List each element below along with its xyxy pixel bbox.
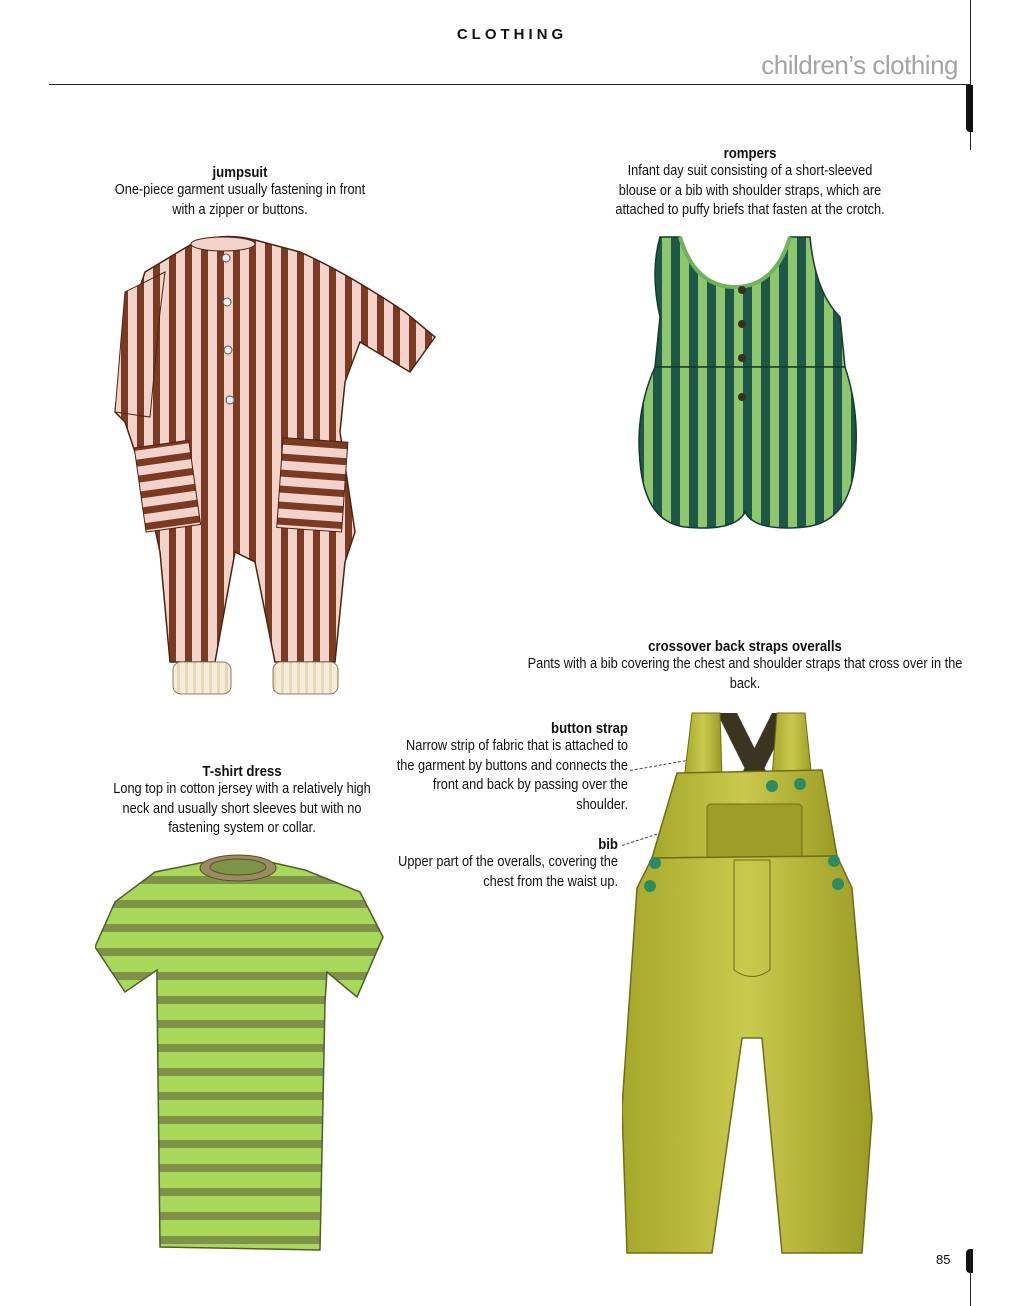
overalls-illustration <box>622 708 880 1258</box>
definition-rompers: Infant day suit consisting of a short-sleeved blouse or a bib with shoulder straps, which are attached to puffy briefs that fasten at the crotch. <box>615 163 885 218</box>
term-overalls: crossover back straps overalls <box>648 638 842 655</box>
entry-bib <box>380 836 618 892</box>
entry-overalls <box>521 638 970 694</box>
jumpsuit-illustration <box>105 232 440 697</box>
term-jumpsuit: jumpsuit <box>212 164 268 181</box>
header-rule <box>49 84 970 85</box>
term-tshirt-dress: T-shirt dress <box>202 763 282 780</box>
definition-button-strap: Narrow strip of fabric that is attached to the garment by buttons and connects the front and back by passing over the shoulder. <box>396 738 628 813</box>
term-rompers: rompers <box>723 145 777 162</box>
entry-tshirt-dress <box>110 763 374 839</box>
term-button-strap: button strap <box>551 720 628 737</box>
definition-bib: Upper part of the overalls, covering the chest from the waist up. <box>398 854 618 890</box>
margin-rule-bottom <box>970 1250 971 1306</box>
definition-jumpsuit: One-piece garment usually fastening in front with a zipper or buttons. <box>114 182 366 218</box>
tshirt-dress-illustration <box>95 852 387 1254</box>
thumb-tab-top <box>966 85 973 132</box>
entry-rompers <box>609 145 891 221</box>
term-bib: bib <box>598 836 618 853</box>
entry-button-strap <box>390 720 628 815</box>
section-title: CLOTHING <box>456 26 568 43</box>
definition-overalls: Pants with a bib covering the chest and shoulder straps that cross over in the back. <box>527 656 963 692</box>
definition-tshirt-dress: Long top in cotton jersey with a relatively high neck and usually short sleeves but with no fastening system or collar. <box>113 781 371 836</box>
page-number: 85 <box>936 1252 951 1267</box>
entry-jumpsuit <box>108 164 372 220</box>
subsection-title: children’s clothing <box>761 50 958 80</box>
rompers-illustration <box>635 232 865 540</box>
